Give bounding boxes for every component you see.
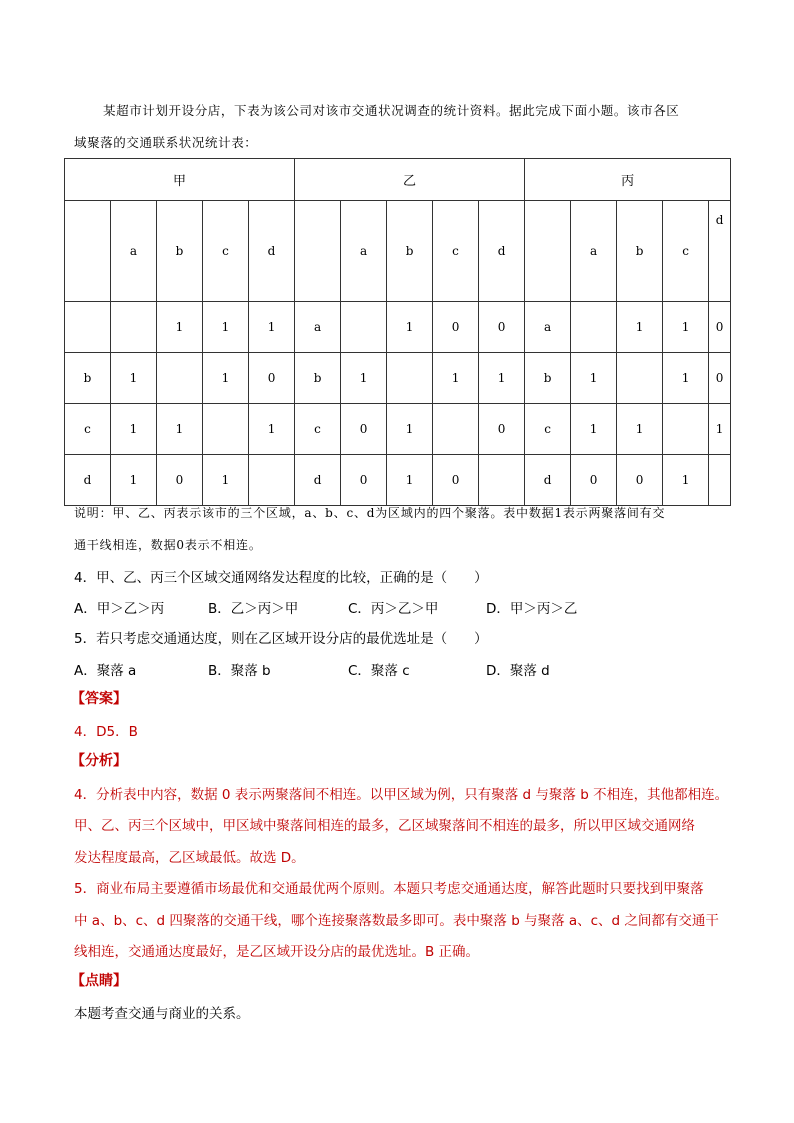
table-cell: 0 <box>433 302 479 353</box>
table-cell: d <box>525 455 571 506</box>
comment-text: 本题考查交通与商业的关系。 <box>74 1006 250 1022</box>
table-cell: 0 <box>433 455 479 506</box>
table-row <box>65 404 731 455</box>
table-cell: a <box>525 302 571 353</box>
sub-header-cell: a <box>341 201 387 302</box>
sub-header-cell: c <box>663 201 709 302</box>
table-cell: 1 <box>203 455 249 506</box>
table-cell: 1 <box>157 404 203 455</box>
table-cell: 1 <box>387 302 433 353</box>
table-cell: c <box>295 404 341 455</box>
region-header: 乙 <box>295 159 525 201</box>
table-cell <box>341 302 387 353</box>
option-b: B．聚落 b <box>208 663 271 679</box>
table-cell: d <box>295 455 341 506</box>
option-a: A．聚落 a <box>74 663 137 679</box>
sub-header-cell <box>65 201 111 302</box>
sub-header-cell <box>295 201 341 302</box>
table-cell <box>111 302 157 353</box>
sub-header-cell: a <box>571 201 617 302</box>
sub-header-cell: c <box>203 201 249 302</box>
question-5-stem: 5．若只考虑交通通达度，则在乙区域开设分店的最优选址是（ ） <box>74 631 488 647</box>
table-cell: c <box>65 404 111 455</box>
table-cell <box>249 455 295 506</box>
table-cell: 1 <box>203 302 249 353</box>
sub-header-cell: b <box>387 201 433 302</box>
option-d: D．甲＞丙＞乙 <box>486 601 578 617</box>
region-header: 甲 <box>65 159 295 201</box>
comment-tag: 【点睛】 <box>71 973 127 989</box>
table-cell: 1 <box>663 353 709 404</box>
traffic-table <box>64 158 731 506</box>
table-cell <box>571 302 617 353</box>
analysis-line: 5．商业布局主要遵循市场最优和交通最优两个原则。本题只考虑交通通达度，解答此题时只要找到甲聚落 <box>74 881 704 897</box>
option-c: C．聚落 c <box>348 663 410 679</box>
option-d: D．聚落 d <box>486 663 550 679</box>
table-row <box>65 353 731 404</box>
table-cell: 1 <box>663 455 709 506</box>
table-cell: 1 <box>157 302 203 353</box>
table-cell: 1 <box>433 353 479 404</box>
option-a: A．甲＞乙＞丙 <box>74 601 165 617</box>
table-cell: 1 <box>387 404 433 455</box>
table-cell: 1 <box>111 353 157 404</box>
table-cell: 1 <box>479 353 525 404</box>
sub-header-cell: b <box>617 201 663 302</box>
table-note-line-2: 通干线相连，数据0表示不相连。 <box>74 538 262 552</box>
table-cell <box>617 353 663 404</box>
sub-header-cell: b <box>157 201 203 302</box>
table-cell: 1 <box>663 302 709 353</box>
analysis-line: 甲、乙、丙三个区域中，甲区域中聚落间相连的最多，乙区域聚落间不相连的最多，所以甲区域交通网络 <box>74 818 695 834</box>
table-cell: 0 <box>341 404 387 455</box>
analysis-line: 中 a、b、c、d 四聚落的交通干线，哪个连接聚落数最多即可。表中聚落 b 与聚落 a、c、d 之间都有交通干 <box>74 913 719 929</box>
table-row <box>65 302 731 353</box>
table-cell: 0 <box>479 404 525 455</box>
sub-header-cell: c <box>433 201 479 302</box>
table-cell: 0 <box>157 455 203 506</box>
option-b: B．乙＞丙＞甲 <box>208 601 299 617</box>
table-cell: 0 <box>341 455 387 506</box>
table-cell: 0 <box>709 302 731 353</box>
table-cell <box>157 353 203 404</box>
sub-header-cell: a <box>111 201 157 302</box>
table-cell: 1 <box>111 404 157 455</box>
table-cell: 0 <box>479 302 525 353</box>
table-cell: 1 <box>387 455 433 506</box>
table-cell <box>203 404 249 455</box>
table-cell: a <box>295 302 341 353</box>
table-cell: b <box>525 353 571 404</box>
table-cell: 0 <box>249 353 295 404</box>
analysis-tag: 【分析】 <box>71 753 127 769</box>
intro-line-2: 域聚落的交通联系状况统计表： <box>74 135 258 150</box>
sub-header-cell <box>525 201 571 302</box>
answer-text: 4．D5．B <box>74 724 138 740</box>
analysis-line: 发达程度最高，乙区域最低。故选 D。 <box>74 850 305 866</box>
table-cell: 0 <box>571 455 617 506</box>
option-c: C．丙＞乙＞甲 <box>348 601 439 617</box>
analysis-line: 4．分析表中内容，数据 0 表示两聚落间不相连。以甲区域为例，只有聚落 d 与聚落 b 不相连，其他都相连。 <box>74 787 729 803</box>
table-cell: 1 <box>617 404 663 455</box>
table-cell: d <box>65 455 111 506</box>
answer-tag: 【答案】 <box>71 691 127 707</box>
table-cell: b <box>295 353 341 404</box>
sub-header-cell: d <box>249 201 295 302</box>
table-cell <box>387 353 433 404</box>
table-cell <box>663 404 709 455</box>
table-cell: 1 <box>203 353 249 404</box>
sub-header-cell: d <box>479 201 525 302</box>
table-cell <box>433 404 479 455</box>
analysis-line: 线相连，交通通达度最好，是乙区域开设分店的最优选址。B 正确。 <box>74 944 480 960</box>
table-cell: 0 <box>709 353 731 404</box>
table-cell: 0 <box>617 455 663 506</box>
question-4-stem: 4．甲、乙、丙三个区域交通网络发达程度的比较，正确的是（ ） <box>74 570 488 586</box>
table-cell: 1 <box>617 302 663 353</box>
table-cell: 1 <box>571 404 617 455</box>
table-cell: 1 <box>709 404 731 455</box>
table-cell: c <box>525 404 571 455</box>
table-note-line-1: 说明：甲、乙、丙表示该市的三个区域，a、b、c、d为区域内的四个聚落。表中数据1表示两聚落间有交 <box>74 506 666 520</box>
table-cell: 1 <box>341 353 387 404</box>
table-cell: 1 <box>111 455 157 506</box>
sub-header-cell: d <box>709 201 731 302</box>
table-sub-header <box>65 201 731 302</box>
intro-line-1: 某超市计划开设分店，下表为该公司对该市交通状况调查的统计资料。据此完成下面小题。该市各区 <box>103 103 680 118</box>
table-cell: b <box>65 353 111 404</box>
table-cell <box>65 302 111 353</box>
region-header: 丙 <box>525 159 731 201</box>
table-cell: 1 <box>571 353 617 404</box>
table-cell: 1 <box>249 404 295 455</box>
table-cell: 1 <box>249 302 295 353</box>
table-region-header <box>65 159 731 201</box>
table-cell <box>709 455 731 506</box>
table-row <box>65 455 731 506</box>
table-cell <box>479 455 525 506</box>
